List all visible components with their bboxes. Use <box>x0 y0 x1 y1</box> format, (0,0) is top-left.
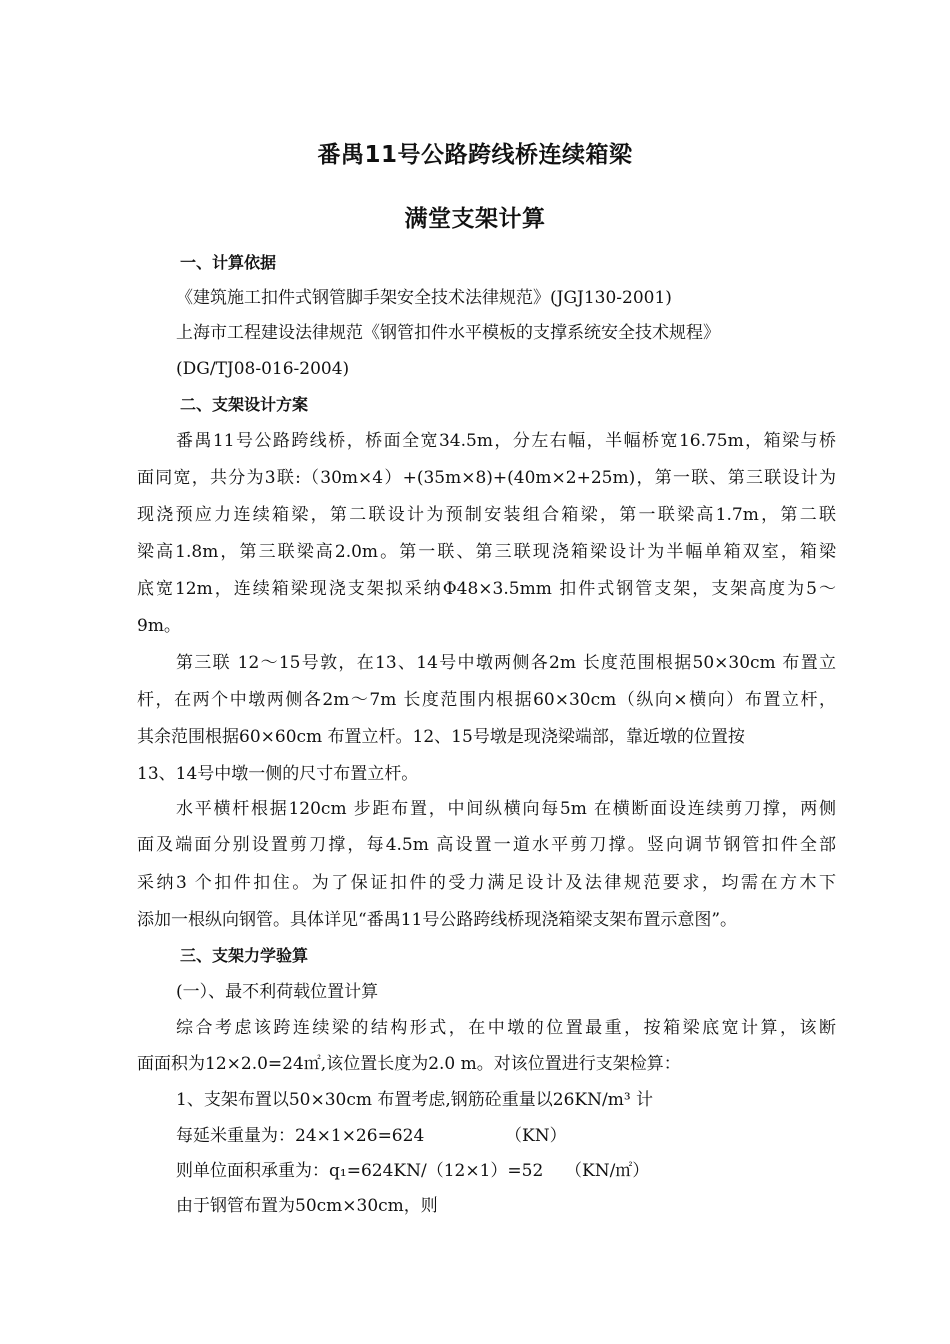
paragraph-line: 面及端面分别设置剪刀撑，每4.5m 高设置一道水平剪刀撑。竖向调节钢管扣件全部 <box>137 835 836 855</box>
paragraph-line: 采纳3 个扣件扣住。为了保证扣件的受力满足设计及法律规范要求，均需在方木下 <box>137 873 836 893</box>
section-3-heading: 三、支架力学验算 <box>180 946 309 965</box>
paragraph-line: 现浇预应力连续箱梁，第二联设计为预制安装组合箱梁，第一联梁高1.7m，第二联 <box>137 505 836 525</box>
paragraph-line: 第三联 12～15号敦，在13、14号中墩两侧各2m 长度范围根据50×30cm 布置立 <box>176 653 836 673</box>
calculation-line: 由于钢管布置为50cm×30cm，则 <box>176 1196 438 1216</box>
paragraph-line: 面同宽，共分为3联:（30m×4）+(35m×8)+(40m×2+25m)，第一联、第三联设计为 <box>137 468 836 488</box>
paragraph-line: 添加一根纵向钢管。具体详见“番禺11号公路跨线桥现浇箱梁支架布置示意图”。 <box>137 910 738 930</box>
paragraph-line: 水平横杆根据120cm 步距布置，中间纵横向每5m 在横断面设连续剪刀撑，两侧 <box>176 799 836 819</box>
section-2-heading: 二、支架设计方案 <box>180 395 309 414</box>
document-title: 番禺11号公路跨线桥连续箱梁 <box>317 142 633 168</box>
paragraph-line: 面面积为12×2.0=24㎡,该位置长度为2.0 m。对该位置进行支架检算： <box>137 1054 681 1074</box>
calculation-unit: （KN/㎡） <box>565 1161 650 1181</box>
paragraph-line: 其余范围根据60×60cm 布置立杆。12、15号墩是现浇梁端部，靠近墩的位置按 <box>137 727 745 747</box>
paragraph-line: 13、14号中墩一侧的尺寸布置立杆。 <box>137 764 419 784</box>
paragraph-line: 梁高1.8m，第三联梁高2.0m。第一联、第三联现浇箱梁设计为半幅单箱双室，箱梁 <box>137 542 836 562</box>
paragraph-line: 杆，在两个中墩两侧各2m～7m 长度范围内根据60×30cm（纵向×横向）布置立杆， <box>137 690 836 710</box>
reference-line-1: 《建筑施工扣件式钢管脚手架安全技术法律规范》(JGJ130-2001) <box>176 288 672 308</box>
calculation-line: 每延米重量为：24×1×26=624 <box>176 1126 425 1146</box>
reference-line-3: (DG/TJ08-016-2004) <box>176 359 350 379</box>
section-1-heading: 一、计算依据 <box>180 253 277 272</box>
calculation-unit: （KN） <box>505 1126 567 1146</box>
paragraph-line: 综合考虑该跨连续梁的结构形式，在中墩的位置最重，按箱梁底宽计算，该断 <box>176 1018 836 1038</box>
paragraph-line: 番禺11号公路跨线桥，桥面全宽34.5m，分左右幅，半幅桥宽16.75m，箱梁与桥 <box>176 431 836 451</box>
calculation-line: 则单位面积承重为：q₁=624KN/（12×1）=52 <box>176 1161 544 1181</box>
subsection-heading: (一）、最不利荷载位置计算 <box>176 982 379 1002</box>
paragraph-line: 底宽12m，连续箱梁现浇支架拟采纳Φ48×3.5mm 扣件式钢管支架，支架高度为5～ <box>137 579 836 599</box>
document-subtitle: 满堂支架计算 <box>404 206 546 232</box>
paragraph-line: 9m。 <box>137 616 181 636</box>
list-item: 1、支架布置以50×30cm 布置考虑,钢筋砼重量以26KN/m³ 计 <box>176 1090 654 1110</box>
reference-line-2: 上海市工程建设法律规范《钢管扣件水平模板的支撑系统安全技术规程》 <box>176 323 720 343</box>
